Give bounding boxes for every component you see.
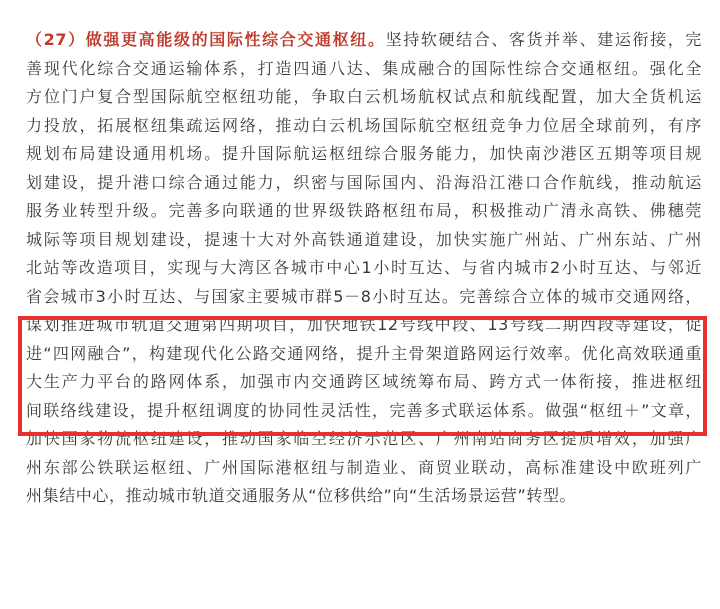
paragraph-line: 大生产力平台的路网体系，加强市内交通跨区域统筹布局、跨方式一体衔接，推进枢纽 bbox=[26, 372, 702, 391]
paragraph-line bbox=[26, 26, 702, 55]
paragraph-line: 进“四网融合”，构建现代化公路交通网络，提升主骨架道路网运行效率。优化高效联通重 bbox=[26, 343, 702, 363]
paragraph-line: 城际等项目规划建设，提速十大对外高铁通道建设，加快实施广州站、广州东站、广州 bbox=[26, 229, 702, 249]
paragraph-line: 善现代化综合交通运输体系，打造四通八达、集成融合的国际性综合交通枢纽。强化全 bbox=[26, 58, 702, 78]
paragraph-line: 划建设，提升港口综合通过能力，织密与国际国内、沿海沿江港口合作航线，推动航运 bbox=[26, 172, 702, 192]
paragraph-line: 州集结中心，推动城市轨道交通服务从“位移供给”向“生活场景运营”转型。 bbox=[26, 486, 577, 505]
paragraph-line: 服务业转型升级。完善多向联通的世界级铁路枢纽布局，积极推动广清永高铁、佛穗莞 bbox=[26, 201, 702, 220]
paragraph-line: 州东部公铁联运枢纽、广州国际港枢纽与制造业、商贸业联动，高标准建设中欧班列广 bbox=[26, 457, 702, 477]
document-body bbox=[26, 26, 702, 511]
section-heading: （27）做强更高能级的国际性综合交通枢纽。 bbox=[26, 30, 386, 49]
paragraph-line: 谋划推进城市轨道交通第四期项目，加快地铁12号线中段、13号线二期西段等建设，促 bbox=[26, 315, 702, 334]
paragraph-line: 规划布局建设通用机场。提升国际航运枢纽综合服务能力，加快南沙港区五期等项目规 bbox=[26, 144, 702, 163]
paragraph-line: 北站等改造项目，实现与大湾区各城市中心1小时互达、与省内城市2小时互达、与邻近 bbox=[26, 258, 702, 277]
paragraph-line: 力投放，拓展枢纽集疏运网络，推动白云机场国际航空枢纽竞争力位居全球前列，有序 bbox=[26, 115, 702, 135]
line-text: 坚持软硬结合、客货并举、建运衔接，完 bbox=[385, 30, 702, 49]
paragraph-line: 间联络线建设，提升枢纽调度的协同性灵活性，完善多式联运体系。做强“枢纽＋”文章， bbox=[26, 400, 702, 420]
paragraph-line: 方位门户复合型国际航空枢纽功能，争取白云机场航权试点和航线配置，加大全货机运 bbox=[26, 87, 702, 106]
paragraph-line: 加快国家物流枢纽建设，推动国家临空经济示范区、广州南站商务区提质增效，加强广 bbox=[26, 429, 702, 448]
paragraph-line: 省会城市3小时互达、与国家主要城市群5－8小时互达。完善综合立体的城市交通网络， bbox=[26, 286, 702, 306]
